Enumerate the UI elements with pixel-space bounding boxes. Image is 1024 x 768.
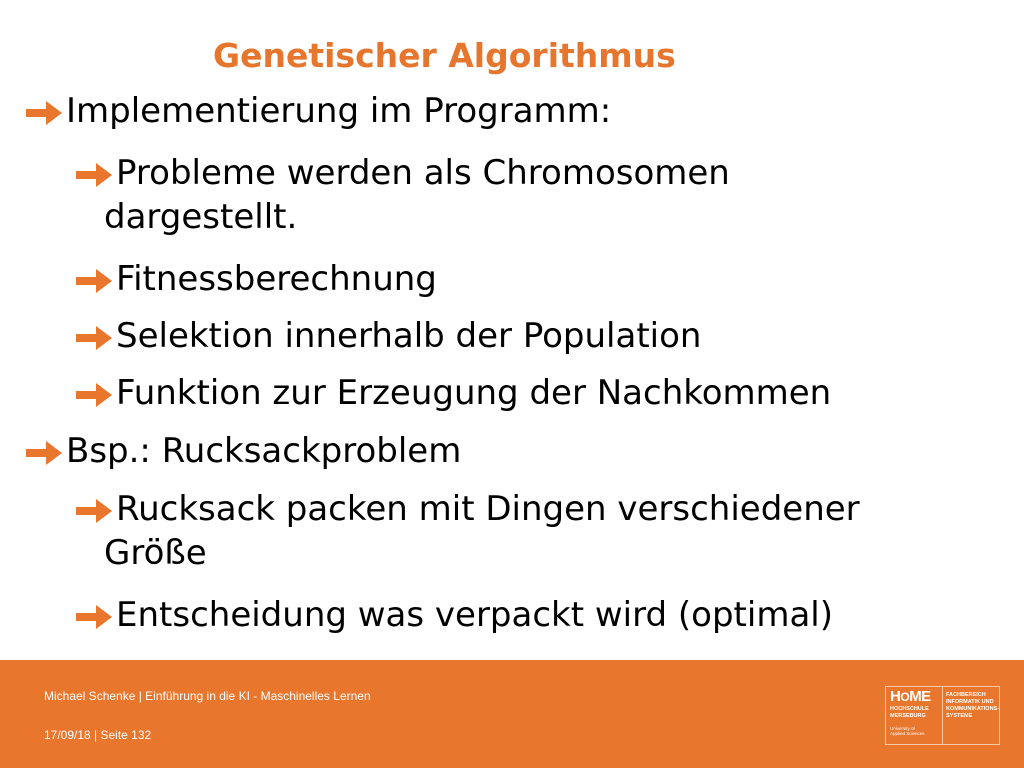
bullet-item-1 bbox=[66, 92, 611, 130]
slide-title: Genetischer Algorithmus bbox=[213, 36, 676, 75]
footer-author-course: Michael Schenke | Einführung in die KI - Maschinelles Lernen bbox=[44, 689, 371, 703]
logo-uni-line1: University of bbox=[890, 726, 915, 731]
logo-dept-line4: SYSTEME bbox=[946, 712, 973, 719]
logo-mark-panel bbox=[886, 687, 943, 744]
logo-school-name bbox=[890, 706, 929, 719]
logo-mark bbox=[890, 689, 931, 704]
bullet-text: Selektion innerhalb der Population bbox=[116, 316, 702, 356]
logo-school-line1: HOCHSCHULE bbox=[890, 706, 929, 712]
right-arrow-icon bbox=[74, 159, 114, 191]
logo-dept-line1: FACHBEREICH bbox=[946, 692, 986, 698]
logo-department bbox=[946, 692, 999, 720]
bullet-text: Fitnessberechnung bbox=[116, 259, 437, 299]
bullet-item-3 bbox=[116, 260, 437, 298]
bullet-item-7-continuation bbox=[104, 534, 207, 572]
bullet-item-2-continuation bbox=[104, 198, 297, 236]
bullet-item-5 bbox=[116, 374, 831, 412]
university-logo bbox=[885, 686, 1000, 745]
right-arrow-icon bbox=[74, 379, 114, 411]
logo-school-line2: MERSEBURG bbox=[890, 712, 926, 719]
right-arrow-icon bbox=[74, 495, 114, 527]
logo-dept-line3: KOMMUNIKATIONS- bbox=[946, 705, 1000, 712]
logo-mark-me: ME bbox=[909, 688, 931, 705]
bullet-text: Probleme werden als Chromosomen bbox=[116, 153, 730, 193]
bullet-item-4 bbox=[116, 317, 701, 355]
bullet-text: Bsp.: Rucksackproblem bbox=[66, 431, 462, 471]
right-arrow-icon bbox=[24, 437, 64, 469]
logo-university-subtitle bbox=[890, 726, 925, 737]
bullet-text: Rucksack packen mit Dingen verschiedener bbox=[116, 489, 860, 529]
bullet-text: Entscheidung was verpackt wird (optimal) bbox=[116, 595, 833, 635]
bullet-text: dargestellt. bbox=[104, 197, 298, 237]
right-arrow-icon bbox=[74, 601, 114, 633]
right-arrow-icon bbox=[24, 97, 64, 129]
bullet-item-7 bbox=[116, 490, 860, 528]
bullet-item-2 bbox=[116, 154, 730, 192]
bullet-text: Implementierung im Programm: bbox=[66, 91, 612, 131]
bullet-text: Funktion zur Erzeugung der Nachkommen bbox=[116, 373, 832, 413]
logo-mark-h: H bbox=[890, 688, 901, 705]
footer-date-page: 17/09/18 | Seite 132 bbox=[44, 728, 152, 742]
bullet-item-6 bbox=[66, 432, 461, 470]
logo-mark-o: O bbox=[900, 690, 910, 704]
right-arrow-icon bbox=[74, 322, 114, 354]
logo-dept-line2: INFORMATIK UND bbox=[946, 698, 994, 705]
logo-uni-line2: Applied Sciences bbox=[890, 731, 925, 737]
right-arrow-icon bbox=[74, 265, 114, 297]
bullet-text: Größe bbox=[104, 533, 207, 573]
footer-bar bbox=[0, 660, 1024, 768]
bullet-item-8 bbox=[116, 596, 833, 634]
